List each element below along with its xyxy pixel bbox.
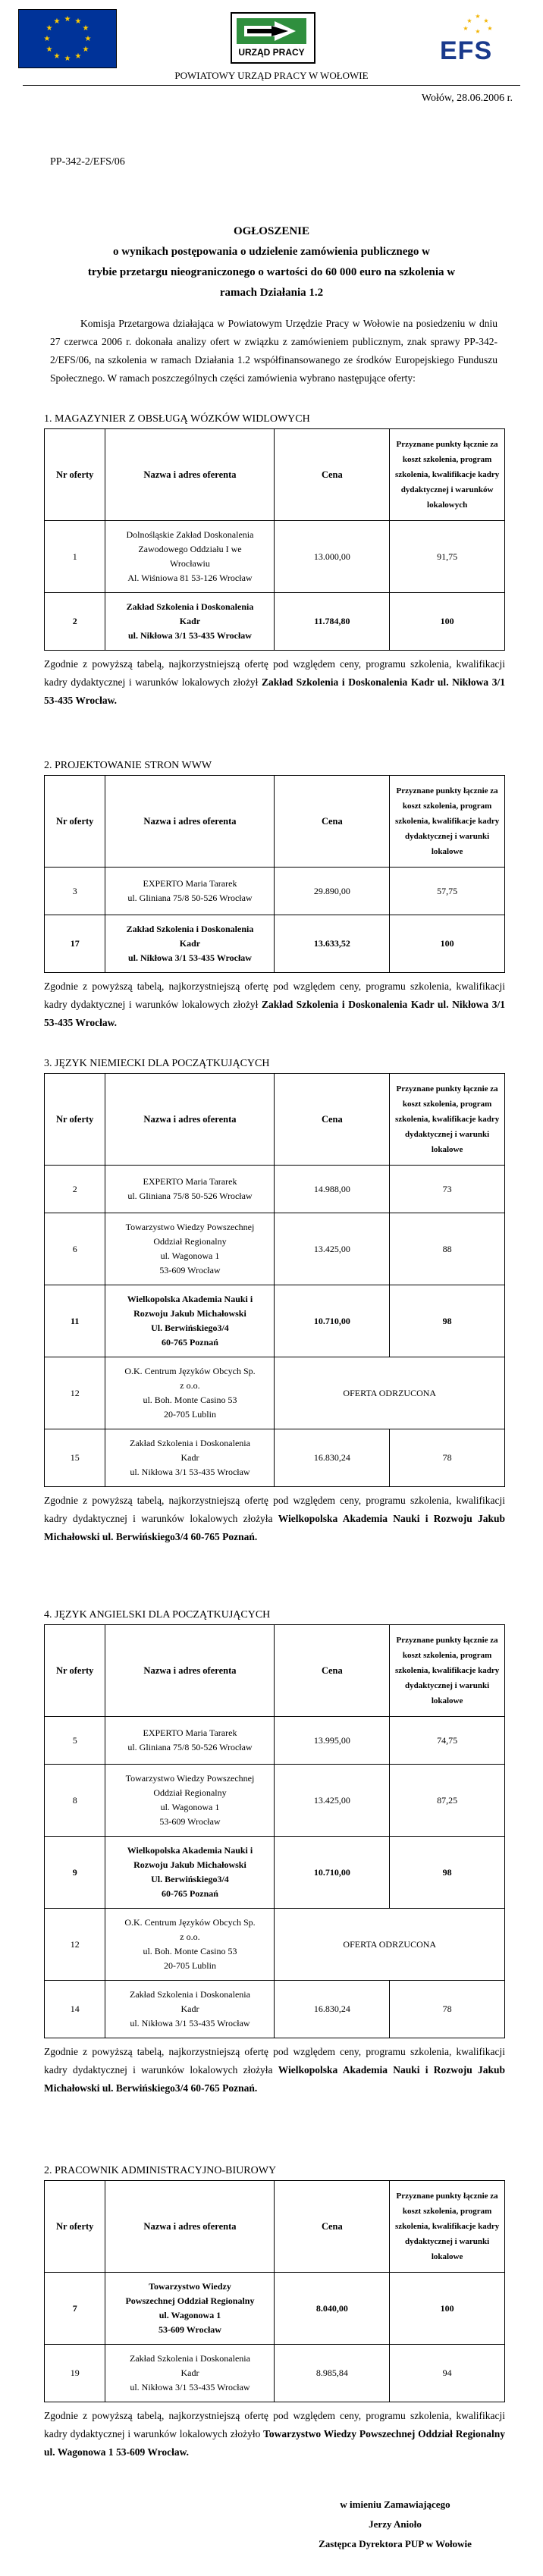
section-summary: [44, 655, 505, 710]
eu-stars-icon: [19, 10, 116, 67]
header-price: Cena: [275, 776, 390, 868]
offeror-line: Wielkopolska Akademia Nauki i: [127, 1845, 253, 1856]
offer-nr: 7: [45, 2273, 105, 2345]
header-name: Nazwa i adres oferenta: [105, 1625, 275, 1717]
offer-points: 57,75: [390, 868, 505, 915]
offeror-cell: [105, 593, 275, 651]
offeror-line: 53-609 Wrocław: [159, 1816, 221, 1827]
svg-text:★: ★: [475, 13, 481, 20]
svg-text:★: ★: [53, 52, 61, 61]
offer-price: 16.830,24: [275, 1981, 390, 2038]
section-heading: 4. JĘZYK ANGIELSKI DLA POCZĄTKUJĄCYCH: [44, 1609, 271, 1621]
efs-label: EFS: [440, 36, 493, 65]
offer-nr: 12: [45, 1357, 105, 1429]
offeror-line: ul. Nikłowa 3/1 53-435 Wrocław: [130, 2018, 250, 2028]
offer-points: 88: [390, 1213, 505, 1285]
offer-price: 11.784,80: [275, 593, 390, 651]
offer-price: 13.000,00: [275, 521, 390, 593]
offeror-line: EXPERTO Maria Tararek: [143, 878, 237, 889]
offer-price: 13.633,52: [275, 915, 390, 973]
offeror-cell: [105, 1429, 275, 1487]
summary-text: Zgodnie z powyższą tabelą, najkorzystniejszą ofertę pod względem ceny, programu szkolenia, kwalifikacji kadry dydaktycznej i warunków lokalowych złożyła: [44, 2046, 505, 2076]
offer-nr: 14: [45, 1981, 105, 2038]
offeror-line: Ul. Berwińskiego3/4: [151, 1323, 229, 1333]
offeror-line: Powszechnej Oddział Regionalny: [125, 2295, 255, 2306]
offeror-line: ul. Nikłowa 3/1 53-435 Wrocław: [127, 630, 252, 641]
winning-offeror: Wielkopolska Akademia Nauki i Rozwoju Jakub Michałowski ul. Berwińskiego3/4 60-765 Poznań.: [44, 2064, 505, 2094]
winning-offeror: Wielkopolska Akademia Nauki i Rozwoju Jakub Michałowski ul. Berwińskiego3/4 60-765 Poznań.: [44, 1513, 505, 1542]
svg-text:★: ★: [43, 35, 51, 43]
offer-points: 91,75: [390, 521, 505, 593]
offer-price: 13.425,00: [275, 1765, 390, 1837]
offer-nr: 12: [45, 1909, 105, 1981]
offer-nr: 11: [45, 1285, 105, 1357]
offeror-line: 20-705 Lublin: [163, 1409, 216, 1420]
offeror-line: ul. Gliniana 75/8 50-526 Wrocław: [127, 1742, 253, 1752]
title-line: o wynikach postępowania o udzielenie zamówienia publicznego w: [113, 246, 430, 258]
offeror-line: ul. Nikłowa 3/1 53-435 Wrocław: [127, 952, 252, 963]
header-nr: Nr oferty: [45, 1625, 105, 1717]
table-row: [45, 1981, 505, 2038]
offer-nr: 3: [45, 868, 105, 915]
offeror-line: Kadr: [179, 938, 201, 949]
offeror-line: 53-609 Wrocław: [158, 2324, 221, 2335]
table-header-row: [45, 1625, 505, 1717]
table-row: [45, 1429, 505, 1487]
svg-text:★: ★: [64, 55, 71, 63]
offeror-cell: [105, 2345, 275, 2402]
table-header-row: [45, 1074, 505, 1166]
offeror-line: Rozwoju Jakub Michałowski: [133, 1308, 246, 1319]
offeror-line: Kadr: [180, 2367, 199, 2378]
offeror-cell: [105, 1357, 275, 1429]
offeror-line: 53-609 Wrocław: [159, 1265, 221, 1275]
offeror-cell: [105, 1166, 275, 1213]
intro-text: Komisja Przetargowa działająca w Powiatowym Urzędzie Pracy w Wołowie na posiedzeniu w dniu 27 czerwca 2006 r. dokonała analizy ofert w związku z zamówieniem publicznym, znak sprawy PP-342-2/EFS/06, na szkolenia w ramach Działania 1.2 współfinansowanego ze środków Europejskiego Funduszu Społecznego. W ramach poszczególnych części zamówienia wybrano następujące oferty:: [50, 318, 497, 384]
offer-points: 98: [390, 1285, 505, 1357]
offeror-line: Rozwoju Jakub Michałowski: [133, 1859, 246, 1870]
offer-nr: 2: [45, 1166, 105, 1213]
offeror-line: Zawodowego Oddziału I we: [138, 544, 242, 554]
offeror-cell: [105, 2273, 275, 2345]
title-line: trybie przetargu nieograniczonego o wartości do 60 000 euro na szkolenia w: [87, 266, 456, 278]
svg-text:★: ★: [463, 25, 469, 32]
svg-text:★: ★: [46, 45, 53, 54]
svg-text:★: ★: [466, 17, 472, 24]
table-row: [45, 521, 505, 593]
header-name: Nazwa i adres oferenta: [105, 776, 275, 868]
offeror-line: Zakład Szkolenia i Doskonalenia: [126, 924, 254, 934]
offeror-cell: [105, 1285, 275, 1357]
offeror-line: Kadr: [180, 2003, 199, 2014]
document-date: Wołów, 28.06.2006 r.: [421, 93, 513, 104]
offeror-line: Oddział Regionalny: [153, 1236, 227, 1247]
svg-text:★: ★: [74, 52, 82, 61]
table-header-row: [45, 429, 505, 521]
table-row: [45, 1909, 505, 1981]
offer-price: 8.985,84: [275, 2345, 390, 2402]
offeror-cell: [105, 1837, 275, 1909]
section-summary: [44, 977, 505, 1032]
offeror-cell: [105, 1981, 275, 2038]
offer-nr: 19: [45, 2345, 105, 2402]
offeror-line: Ul. Berwińskiego3/4: [151, 1874, 229, 1884]
svg-text:★: ★: [483, 17, 489, 24]
header-points: Przyznane punkty łącznie za koszt szkolenia, program szkolenia, kwalifikacje kadry dydaktycznej i warunki lokalowe: [390, 2181, 505, 2273]
offer-price: 29.890,00: [275, 868, 390, 915]
offer-price: 8.040,00: [275, 2273, 390, 2345]
header-price: Cena: [275, 429, 390, 521]
table-header-row: [45, 2181, 505, 2273]
offeror-line: O.K. Centrum Języków Obcych Sp.: [124, 1366, 256, 1376]
offeror-line: z o.o.: [180, 1380, 200, 1391]
svg-text:★: ★: [74, 17, 82, 26]
header-nr: Nr oferty: [45, 1074, 105, 1166]
offeror-line: Dolnośląskie Zakład Doskonalenia: [126, 529, 254, 540]
offer-nr: 9: [45, 1837, 105, 1909]
offer-nr: 15: [45, 1429, 105, 1487]
table-row: [45, 593, 505, 651]
header-nr: Nr oferty: [45, 429, 105, 521]
offeror-line: 60-765 Poznań: [161, 1337, 218, 1348]
signature-name: Jerzy Anioło: [369, 2518, 422, 2530]
offeror-line: ul. Wagonowa 1: [159, 2310, 221, 2320]
signature-block: [293, 2495, 497, 2554]
offer-points: 74,75: [390, 1717, 505, 1765]
summary-text: Zgodnie z powyższą tabelą, najkorzystniejszą ofertę pod względem ceny, programu szkolenia, kwalifikacji kadry dydaktycznej i warunków lokalowych złożył: [44, 981, 505, 1010]
labour-office-logo: [231, 12, 315, 64]
signature-title: Zastępca Dyrektora PUP w Wołowie: [319, 2538, 472, 2549]
section-summary: [44, 2407, 505, 2461]
winning-offeror: Zakład Szkolenia i Doskonalenia Kadr ul. Nikłowa 3/1 53-435 Wrocław.: [44, 999, 505, 1028]
table-row: [45, 1765, 505, 1837]
section-summary: [44, 1492, 505, 1546]
offeror-cell: [105, 1717, 275, 1765]
svg-text:★: ★: [64, 15, 71, 24]
table-row: [45, 1357, 505, 1429]
section-heading: 3. JĘZYK NIEMIECKI DLA POCZĄTKUJĄCYCH: [44, 1058, 270, 1069]
offeror-line: ul. Boh. Monte Casino 53: [143, 1395, 237, 1405]
table-header-row: [45, 776, 505, 868]
offeror-line: Al. Wiśniowa 81 53-126 Wrocław: [127, 573, 253, 583]
rejected-offer: OFERTA ODRZUCONA: [275, 1357, 505, 1429]
header-nr: Nr oferty: [45, 776, 105, 868]
offers-table: [44, 775, 505, 973]
intro-paragraph: [50, 315, 497, 387]
offeror-line: ul. Gliniana 75/8 50-526 Wrocław: [127, 1191, 253, 1201]
offeror-line: Zakład Szkolenia i Doskonalenia: [126, 601, 254, 612]
section-heading: 2. PROJEKTOWANIE STRON WWW: [44, 760, 212, 771]
offer-points: 94: [390, 2345, 505, 2402]
svg-text:★: ★: [53, 17, 61, 26]
offeror-line: Zakład Szkolenia i Doskonalenia: [129, 1438, 250, 1448]
table-row: [45, 915, 505, 973]
offer-points: 73: [390, 1166, 505, 1213]
offer-nr: 8: [45, 1765, 105, 1837]
section-heading: 1. MAGAZYNIER Z OBSŁUGĄ WÓZKÓW WIDLOWYCH: [44, 413, 310, 425]
labour-office-label: URZĄD PRACY: [238, 47, 305, 58]
offeror-line: Towarzystwo Wiedzy: [149, 2281, 231, 2292]
header-nr: Nr oferty: [45, 2181, 105, 2273]
offer-points: 87,25: [390, 1765, 505, 1837]
summary-text: Zgodnie z powyższą tabelą, najkorzystniejszą ofertę pod względem ceny, programu szkolenia, kwalifikacji kadry dydaktycznej i warunków lokalowych złożyła: [44, 1495, 505, 1524]
offer-price: 10.710,00: [275, 1837, 390, 1909]
offeror-line: ul. Nikłowa 3/1 53-435 Wrocław: [130, 1467, 250, 1477]
offeror-line: ul. Gliniana 75/8 50-526 Wrocław: [127, 893, 253, 903]
header-points: Przyznane punkty łącznie za koszt szkolenia, program szkolenia, kwalifikacje kadry dydaktycznej i warunki lokalowe: [390, 776, 505, 868]
header-name: Nazwa i adres oferenta: [105, 2181, 275, 2273]
offeror-line: Zakład Szkolenia i Doskonalenia: [129, 1989, 250, 2000]
svg-text:★: ★: [84, 35, 92, 43]
offeror-cell: [105, 521, 275, 593]
offers-table: [44, 1073, 505, 1487]
title-line: OGŁOSZENIE: [233, 225, 310, 237]
header-name: Nazwa i adres oferenta: [105, 429, 275, 521]
header-points: Przyznane punkty łącznie za koszt szkolenia, program szkolenia, kwalifikacje kadry dydaktycznej i warunki lokalowe: [390, 1625, 505, 1717]
rejected-offer: OFERTA ODRZUCONA: [275, 1909, 505, 1981]
offer-nr: 1: [45, 521, 105, 593]
offer-points: 98: [390, 1837, 505, 1909]
table-row: [45, 1166, 505, 1213]
offeror-line: Wielkopolska Akademia Nauki i: [127, 1294, 253, 1304]
offer-nr: 17: [45, 915, 105, 973]
offer-price: 14.988,00: [275, 1166, 390, 1213]
offeror-line: O.K. Centrum Języków Obcych Sp.: [124, 1917, 256, 1928]
offeror-cell: [105, 868, 275, 915]
svg-text:★: ★: [475, 28, 481, 35]
summary-text: Zgodnie z powyższą tabelą, najkorzystniejszą ofertę pod względem ceny, programu szkolenia, kwalifikacji kadry dydaktycznej i warunków lokalowych złożyło: [44, 2410, 505, 2440]
table-row: [45, 2345, 505, 2402]
offeror-line: Kadr: [180, 1452, 199, 1463]
header-points: Przyznane punkty łącznie za koszt szkolenia, program szkolenia, kwalifikacje kadry dydaktycznej i warunków lokalowych: [390, 429, 505, 521]
title-line: ramach Działania 1.2: [219, 287, 324, 299]
offeror-line: Zakład Szkolenia i Doskonalenia: [129, 2353, 250, 2364]
eu-flag-logo: [18, 9, 117, 68]
offeror-line: ul. Nikłowa 3/1 53-435 Wrocław: [130, 2382, 250, 2392]
offer-points: 100: [390, 2273, 505, 2345]
offer-points: 78: [390, 1981, 505, 2038]
offeror-line: 60-765 Poznań: [161, 1888, 218, 1899]
winning-offeror: Zakład Szkolenia i Doskonalenia Kadr ul. Nikłowa 3/1 53-435 Wrocław.: [44, 676, 505, 706]
offeror-cell: [105, 915, 275, 973]
offers-table: [44, 428, 505, 651]
table-row: [45, 1717, 505, 1765]
section-heading: 2. PRACOWNIK ADMINISTRACYJNO-BIUROWY: [44, 2165, 277, 2176]
svg-text:★: ★: [46, 24, 53, 33]
offer-points: 78: [390, 1429, 505, 1487]
offer-price: 16.830,24: [275, 1429, 390, 1487]
offer-nr: 2: [45, 593, 105, 651]
offeror-line: EXPERTO Maria Tararek: [143, 1176, 237, 1187]
svg-text:★: ★: [82, 24, 89, 33]
svg-text:★: ★: [82, 45, 89, 54]
offeror-line: Wrocławiu: [170, 558, 210, 569]
reference-number: PP-342-2/EFS/06: [50, 156, 125, 168]
offers-table: [44, 1624, 505, 2038]
header-name: Nazwa i adres oferenta: [105, 1074, 275, 1166]
table-row: [45, 1837, 505, 1909]
winning-offeror: Towarzystwo Wiedzy Powszechnej Oddział Regionalny ul. Wagonowa 1 53-609 Wrocław.: [44, 2428, 506, 2458]
offer-nr: 5: [45, 1717, 105, 1765]
header-points: Przyznane punkty łącznie za koszt szkolenia, program szkolenia, kwalifikacje kadry dydaktycznej i warunki lokalowe: [390, 1074, 505, 1166]
offeror-line: z o.o.: [180, 1931, 200, 1942]
offeror-line: 20-705 Lublin: [163, 1960, 216, 1971]
offeror-line: EXPERTO Maria Tararek: [143, 1727, 237, 1738]
offeror-line: Oddział Regionalny: [153, 1787, 227, 1798]
section-summary: [44, 2043, 505, 2098]
offer-price: 10.710,00: [275, 1285, 390, 1357]
offeror-cell: [105, 1213, 275, 1285]
table-row: [45, 1285, 505, 1357]
offeror-line: Towarzystwo Wiedzy Powszechnej: [125, 1222, 255, 1232]
header-price: Cena: [275, 2181, 390, 2273]
header-price: Cena: [275, 1074, 390, 1166]
offer-price: 13.995,00: [275, 1717, 390, 1765]
efs-logo: [428, 9, 526, 67]
offeror-line: ul. Boh. Monte Casino 53: [143, 1946, 237, 1956]
header-rule: [23, 85, 520, 86]
announcement-title: [0, 221, 543, 303]
summary-text: Zgodnie z powyższą tabelą, najkorzystniejszą ofertę pod względem ceny, programu szkolenia, kwalifikacji kadry dydaktycznej i warunków lokalowych złożył: [44, 658, 505, 688]
offeror-line: Towarzystwo Wiedzy Powszechnej: [125, 1773, 255, 1784]
table-row: [45, 868, 505, 915]
office-name: POWIATOWY URZĄD PRACY W WOŁOWIE: [174, 70, 369, 81]
table-row: [45, 2273, 505, 2345]
offer-nr: 6: [45, 1213, 105, 1285]
letterhead: [12, 6, 531, 70]
efs-stars-icon: [461, 12, 494, 35]
offeror-line: ul. Wagonowa 1: [160, 1250, 220, 1261]
header-price: Cena: [275, 1625, 390, 1717]
offers-table: [44, 2180, 505, 2402]
signature-line: w imieniu Zamawiającego: [340, 2499, 450, 2510]
offeror-cell: [105, 1909, 275, 1981]
table-row: [45, 1213, 505, 1285]
offeror-line: Kadr: [179, 616, 201, 626]
offer-points: 100: [390, 593, 505, 651]
svg-text:★: ★: [487, 25, 493, 32]
offeror-line: ul. Wagonowa 1: [160, 1802, 220, 1812]
offeror-cell: [105, 1765, 275, 1837]
arrow-icon: [237, 18, 306, 44]
offer-points: 100: [390, 915, 505, 973]
offer-price: 13.425,00: [275, 1213, 390, 1285]
